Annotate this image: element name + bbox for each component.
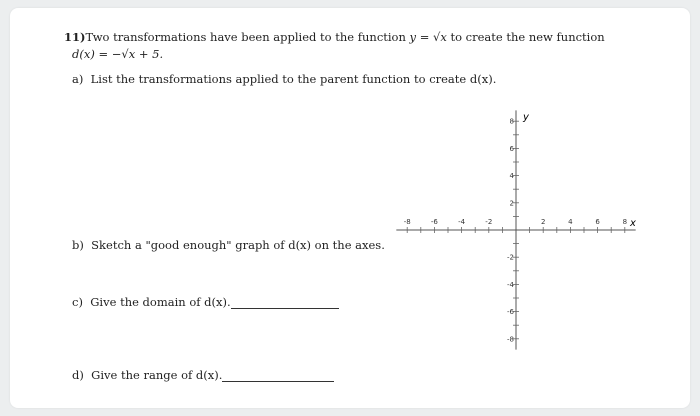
part-a-letter: a): [72, 72, 84, 86]
y-tick-label: -4: [507, 280, 514, 289]
y-tick-label: -2: [507, 253, 514, 262]
part-a-text: List the transformations applied to the parent function to create d(x).: [90, 72, 497, 86]
range-answer-blank[interactable]: [222, 381, 334, 382]
x-tick-label: -4: [458, 218, 466, 226]
new-function: d(x) = −√x + 5.: [72, 47, 164, 61]
domain-answer-blank[interactable]: [231, 308, 339, 309]
part-b: [72, 238, 385, 252]
part-a: [72, 72, 496, 86]
part-b-letter: b): [72, 238, 84, 252]
y-tick-label: 2: [509, 199, 514, 208]
question-text-after: to create the new function: [446, 30, 605, 44]
question-text-before: Two transformations have been applied to the function: [85, 30, 410, 44]
part-d-text: Give the range of d(x).: [91, 368, 223, 382]
x-tick-label: 4: [568, 218, 573, 226]
y-tick-label: 8: [509, 117, 514, 126]
x-tick-label: 2: [540, 218, 546, 226]
y-tick-label: 6: [509, 144, 514, 153]
x-tick-label: -8: [403, 218, 411, 226]
question-stem: [64, 30, 605, 45]
part-d: [72, 368, 334, 382]
parent-function: y = √x: [409, 30, 447, 44]
x-tick-label: -2: [485, 218, 493, 226]
y-axis-label: y: [523, 112, 529, 123]
y-tick-label: -8: [507, 335, 514, 344]
part-c-letter: c): [72, 295, 83, 309]
question-number: 11): [64, 30, 86, 44]
part-b-text: Sketch a "good enough" graph of d(x) on the axes.: [91, 238, 385, 252]
x-tick-label: 6: [595, 218, 600, 226]
x-tick-label: 8: [622, 218, 628, 226]
y-tick-label: 4: [509, 172, 514, 181]
part-c: [72, 295, 339, 309]
x-axis-label: x: [630, 218, 636, 229]
part-c-text: Give the domain of d(x).: [90, 295, 231, 309]
x-tick-label: -6: [430, 218, 438, 226]
part-d-letter: d): [72, 368, 84, 382]
y-tick-label: -6: [507, 308, 514, 317]
worksheet-page: [10, 8, 690, 408]
